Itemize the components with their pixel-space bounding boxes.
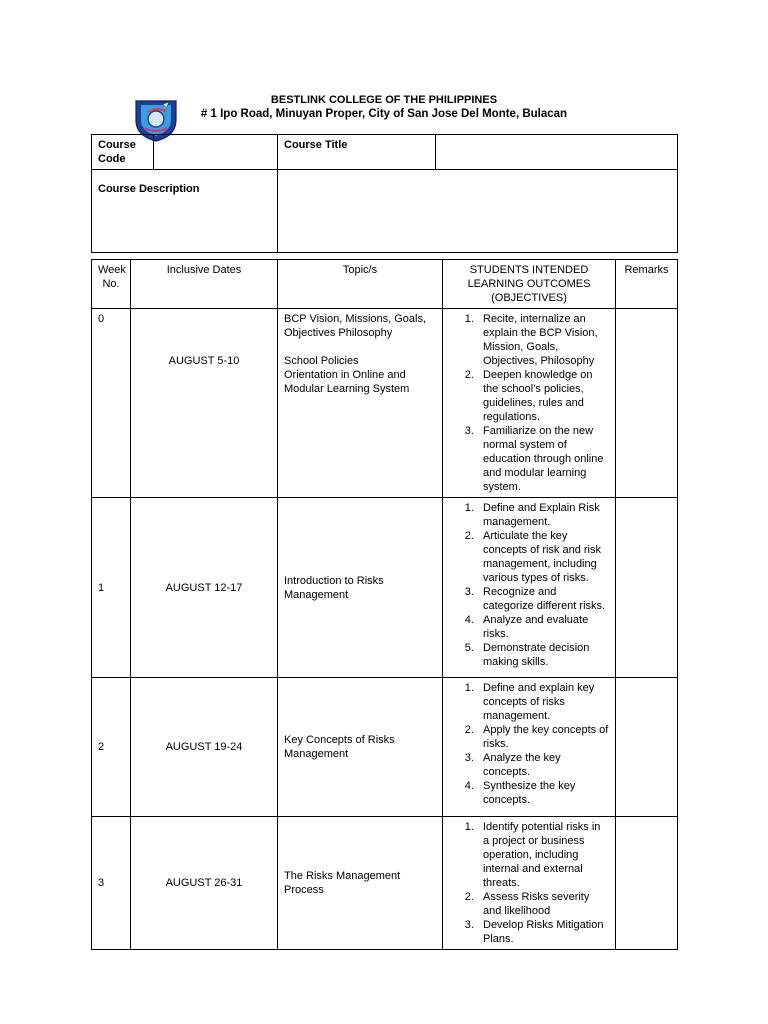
remarks-cell[interactable] [616, 817, 678, 950]
week-number: 0 [92, 309, 131, 498]
header-topic: Topic/s [278, 260, 443, 309]
outcomes-list [449, 681, 609, 807]
outcomes-cell [443, 678, 616, 817]
week-number: 1 [92, 498, 131, 678]
inclusive-dates: AUGUST 26-31 [131, 817, 278, 950]
course-title-label: Course Title [278, 135, 436, 170]
course-description-value[interactable] [278, 170, 678, 253]
header-outcomes: STUDENTS INTENDED LEARNING OUTCOMES (OBJECTIVES) [443, 260, 616, 309]
outcome-item: 4. Analyze and evaluate risks. [477, 613, 609, 641]
inclusive-dates: AUGUST 5-10 [131, 309, 278, 498]
outcomes-cell [443, 498, 616, 678]
course-code-value[interactable] [154, 135, 278, 170]
table-row [92, 817, 678, 950]
course-description-label: Course Description [92, 170, 278, 253]
outcomes-cell [443, 817, 616, 950]
week-number: 2 [92, 678, 131, 817]
week-number: 3 [92, 817, 131, 950]
document-header [0, 93, 768, 121]
outcome-item: 2. Assess Risks severity and likelihood [477, 890, 609, 918]
remarks-cell[interactable] [616, 498, 678, 678]
schedule-table [91, 259, 678, 950]
topic-text: The Risks Management Process [278, 817, 443, 950]
institution-name: BESTLINK COLLEGE OF THE PHILIPPINES [270, 94, 498, 106]
inclusive-dates: AUGUST 19-24 [131, 678, 278, 817]
header-dates: Inclusive Dates [131, 260, 278, 309]
outcome-item: 2. Deepen knowledge on the school’s policies, guidelines, rules and regulations. [477, 368, 609, 424]
topic-text: Introduction to Risks Management [278, 498, 443, 678]
outcomes-list [449, 312, 609, 494]
outcome-item: 5. Demonstrate decision making skills. [477, 641, 609, 669]
outcome-item: 3. Develop Risks Mitigation Plans. [477, 918, 609, 946]
outcome-item: 1. Recite, internalize an explain the BCP Vision, Mission, Goals, Objectives, Philosophy [477, 312, 609, 368]
institution-address: # 1 Ipo Road, Minuyan Proper, City of San Jose Del Monte, Bulacan [200, 108, 568, 120]
inclusive-dates: AUGUST 12-17 [131, 498, 278, 678]
outcome-item: 1. Define and Explain Risk management. [477, 501, 609, 529]
header-remarks: Remarks [616, 260, 678, 309]
course-title-value[interactable] [436, 135, 678, 170]
course-code-label: Course Code [92, 135, 154, 170]
topic-text: Key Concepts of Risks Management [278, 678, 443, 817]
outcomes-list [449, 501, 609, 669]
header-week: Week No. [92, 260, 131, 309]
outcome-item: 2. Articulate the key concepts of risk and risk management, including various types of risks. [477, 529, 609, 585]
topic-text: BCP Vision, Missions, Goals, Objectives Philosophy [284, 313, 427, 339]
table-row [92, 309, 678, 498]
topic-text: Orientation in Online and Modular Learning System [284, 369, 410, 395]
topic-cell [278, 309, 443, 498]
outcomes-cell [443, 309, 616, 498]
table-header-row [92, 260, 678, 309]
outcome-item: 4. Synthesize the key concepts. [477, 779, 609, 807]
outcome-item: 1. Define and explain key concepts of risks management. [477, 681, 609, 723]
outcome-item: 1. Identify potential risks in a project or business operation, including internal and external threats. [477, 820, 609, 890]
outcomes-list [449, 820, 609, 946]
topic-text: School Policies [284, 355, 359, 367]
remarks-cell[interactable] [616, 309, 678, 498]
outcome-item: 3. Analyze the key concepts. [477, 751, 609, 779]
outcome-item: 3. Familiarize on the new normal system of education through online and modular learning system. [477, 424, 609, 494]
remarks-cell[interactable] [616, 678, 678, 817]
course-info-table [91, 134, 678, 253]
table-row [92, 678, 678, 817]
outcome-item: 2. Apply the key concepts of risks. [477, 723, 609, 751]
outcome-item: 3. Recognize and categorize different risks. [477, 585, 609, 613]
table-row [92, 498, 678, 678]
